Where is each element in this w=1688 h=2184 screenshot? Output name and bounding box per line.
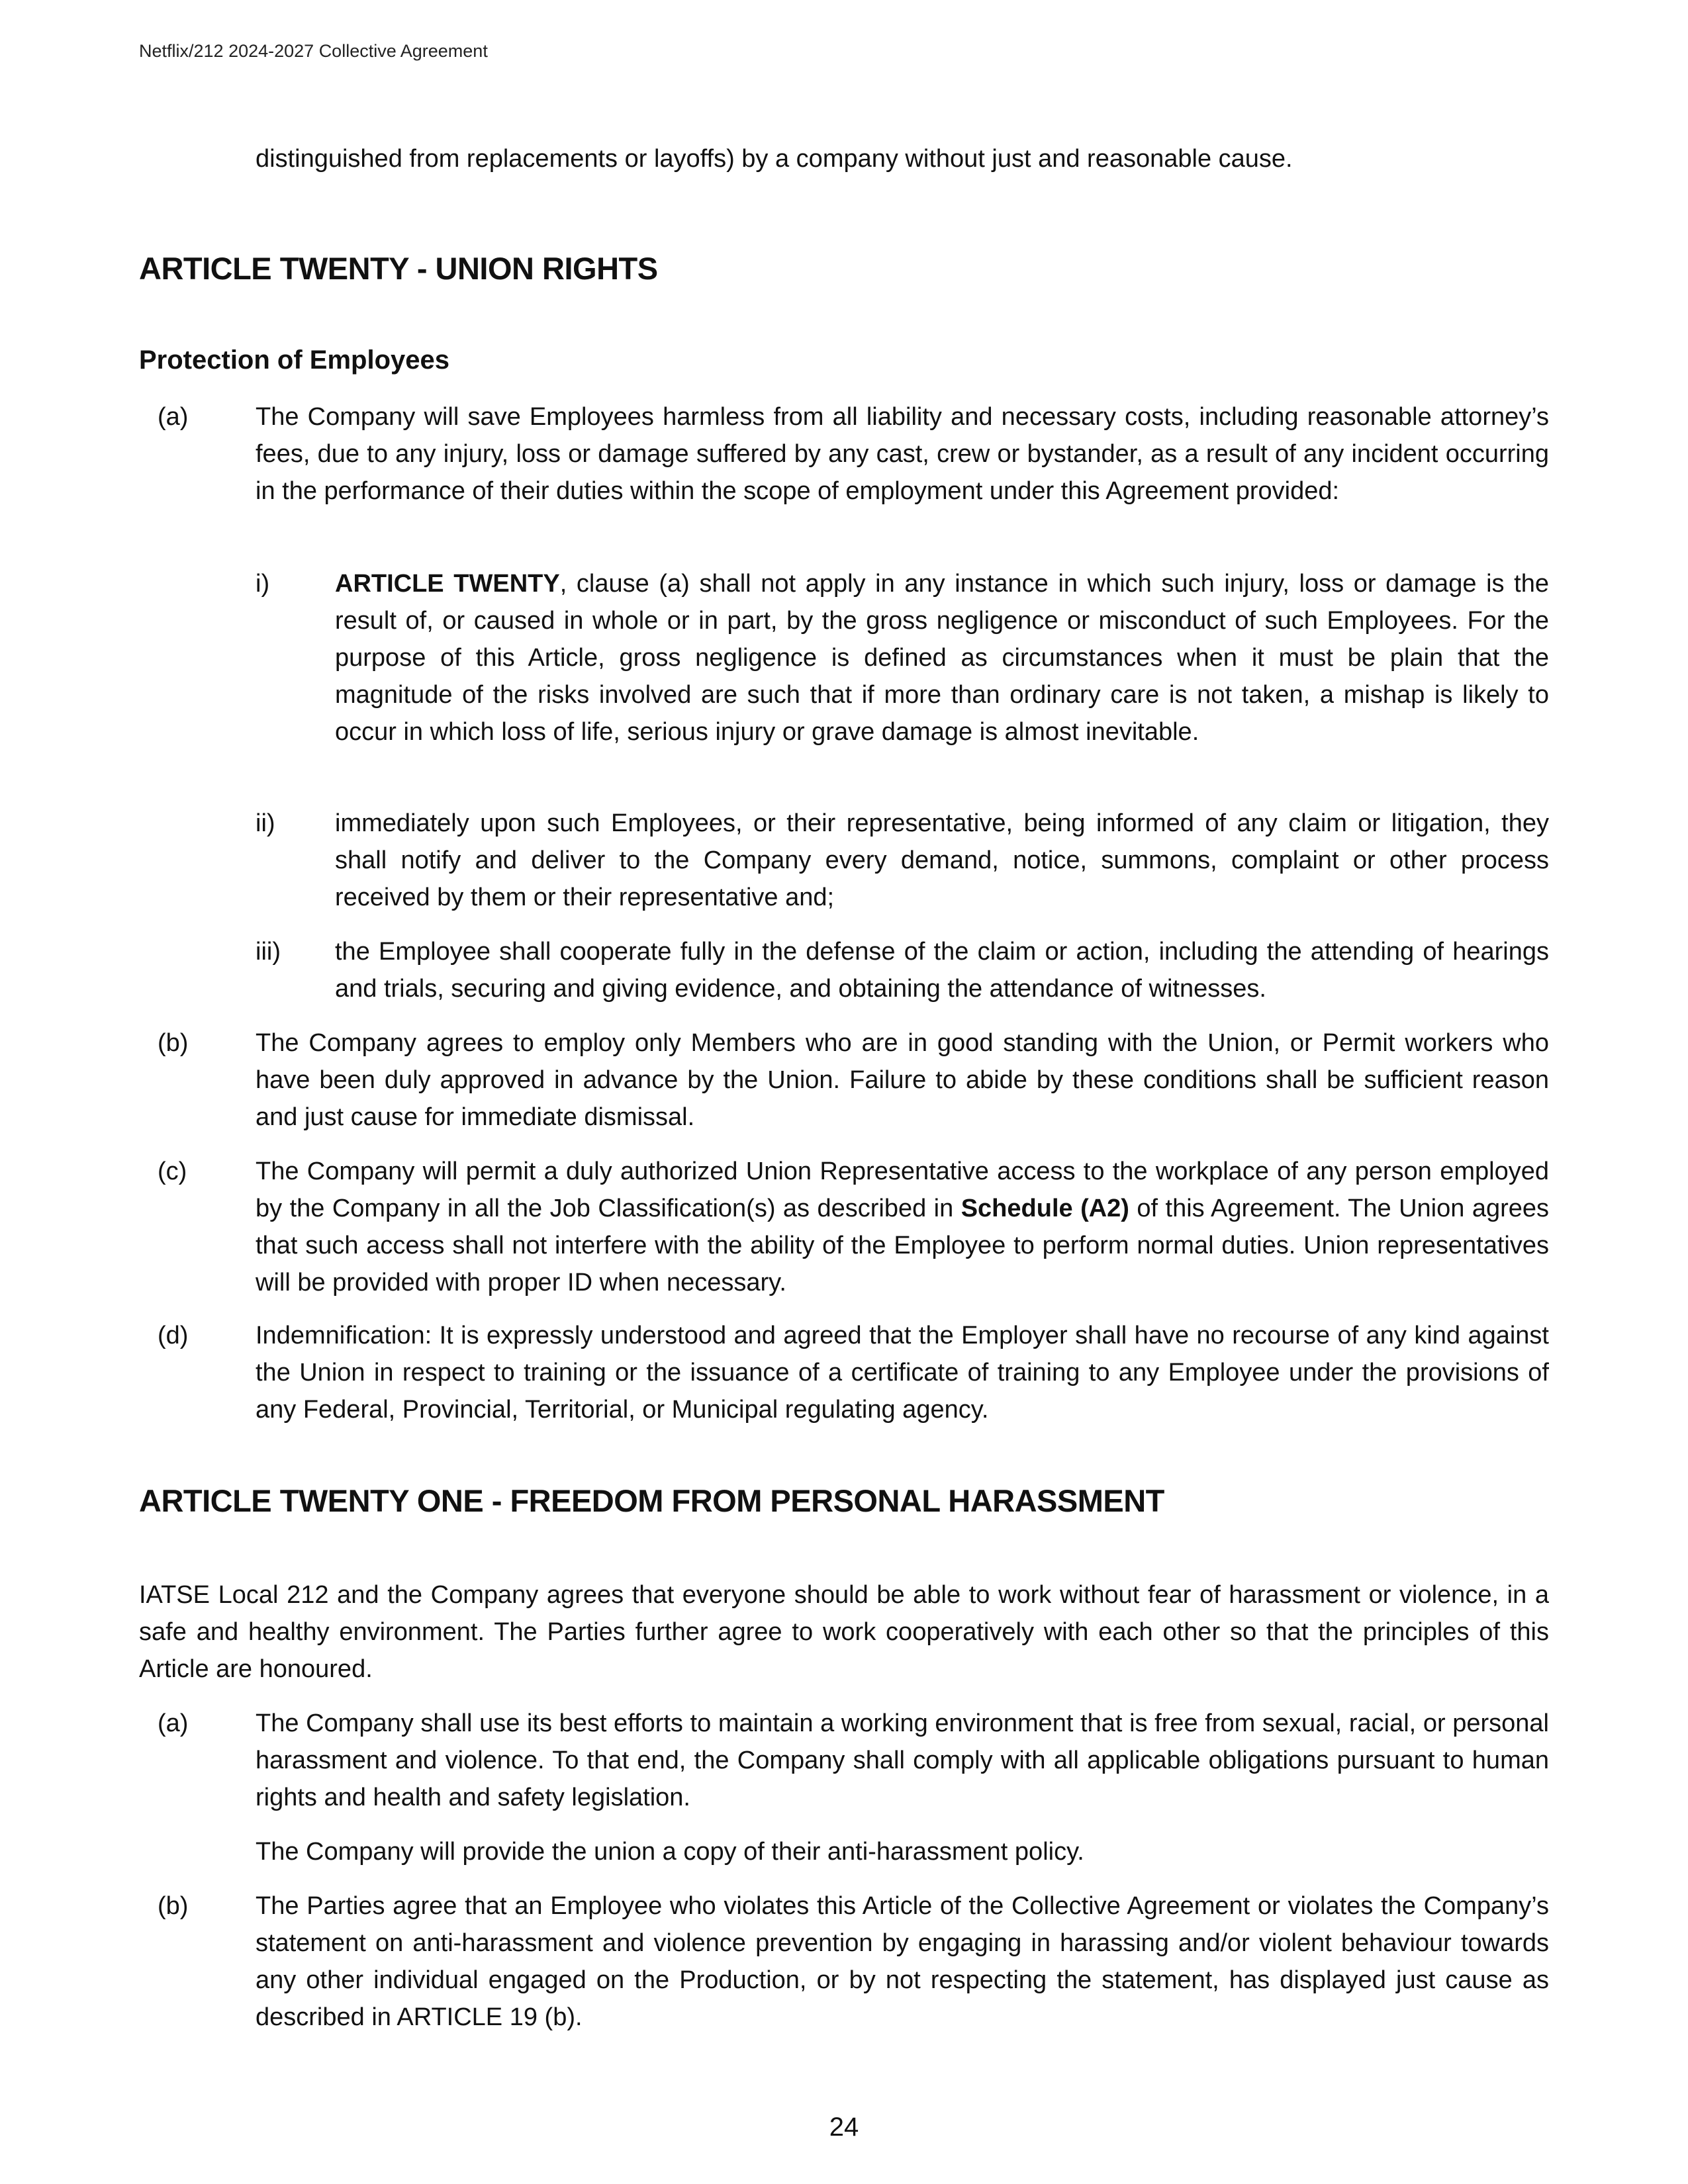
article-twenty-heading: ARTICLE TWENTY - UNION RIGHTS [139, 251, 658, 286]
article-twenty-one-clause-a-followup: The Company will provide the union a copy of their anti-harassment policy. [256, 1838, 1084, 1866]
subclause-text: immediately upon such Employees, or their representative, being informed of any claim or litigation, they shall notify and deliver to the Company every demand, notice, summons, complaint or other process received by them or their representative and; [335, 809, 1549, 911]
article-twenty-clause-d [139, 1317, 1549, 1428]
running-header: Netflix/212 2024-2027 Collective Agreement [139, 41, 488, 61]
clause-marker: (d) [158, 1322, 189, 1349]
clause-text-part: The Company will permit a duly authorized Union Representative access to the workplace of any person employed by the Company in all the Job Classification(s) as described in [256, 1158, 1549, 1222]
subclause-text [335, 565, 1549, 751]
subclause-marker: i) [256, 570, 270, 598]
clause-marker: (a) [158, 1709, 189, 1737]
subclause-body: , clause (a) shall not apply in any instance in which such injury, loss or damage is the result of, or caused in whole or in part, by the gross negligence or misconduct of such Employees. For the purpose of this Article, gross negligence is defined as circumstances when it must be plain that the magnitude of the risks involved are such that if more than ordinary care is not taken, a mishap is likely to occur in which loss of life, serious injury or grave damage is almost inevitable. [335, 570, 1549, 746]
page-number: 24 [829, 2113, 859, 2142]
clause-text: Indemnification: It is expressly understood and agreed that the Employer shall have no recourse of any kind against the Union in respect to training or the issuance of a certificate of training to any Employee under the provisions of any Federal, Provincial, Territorial, or Municipal regulating agency. [256, 1322, 1549, 1424]
article-twenty-subclause-iii [256, 933, 1549, 1007]
article-twenty-clause-b [139, 1024, 1549, 1136]
clause-marker: (b) [158, 1892, 189, 1920]
article-reference: ARTICLE TWENTY [335, 570, 560, 598]
subclause-marker: ii) [256, 809, 275, 837]
article-twenty-clause-a [139, 398, 1549, 510]
article-twenty-one-intro: IATSE Local 212 and the Company agrees that everyone should be able to work without fear of harassment or violence, in a safe and healthy environment. The Parties further agree to work cooperatively with each other so that the principles of this Article are honoured. [139, 1581, 1549, 1683]
subclause-marker: iii) [256, 938, 281, 966]
article-twenty-clause-c [139, 1153, 1549, 1301]
article-twenty-subclause-i [256, 565, 1549, 751]
clause-marker: (c) [158, 1158, 187, 1185]
continuation-text: distinguished from replacements or layoffs) by a company without just and reasonable cause. [256, 145, 1293, 173]
article-twenty-one-heading: ARTICLE TWENTY ONE - FREEDOM FROM PERSONAL HARASSMENT [139, 1483, 1164, 1518]
clause-text-part: of this Agreement. The Union agrees that such access shall not interfere with the ability of the Employee to perform normal duties. Union representatives will be provided with proper ID when necessary. [256, 1195, 1550, 1297]
article-twenty-one-clause-a [139, 1705, 1549, 1816]
clause-marker: (b) [158, 1029, 189, 1057]
clause-text: The Company agrees to employ only Members who are in good standing with the Union, or Permit workers who have been duly approved in advance by the Union. Failure to abide by these conditions shall be sufficient reason and just cause for immediate dismissal. [256, 1029, 1549, 1131]
subclause-text: the Employee shall cooperate fully in the defense of the claim or action, including the attending of hearings and trials, securing and giving evidence, and obtaining the attendance of witnesses. [335, 938, 1549, 1003]
clause-text [256, 1153, 1549, 1301]
clause-text: The Parties agree that an Employee who violates this Article of the Collective Agreement or violates the Company’s statement on anti-harassment and violence prevention by engaging in harassing and/or violent behaviour towards any other individual engaged on the Production, or by not respecting the statement, has displayed just cause as described in ARTICLE 19 (b). [256, 1892, 1549, 2031]
schedule-reference: Schedule (A2) [961, 1195, 1129, 1222]
clause-text: The Company shall use its best efforts to maintain a working environment that is free from sexual, racial, or personal harassment and violence. To that end, the Company shall comply with all applicable obligations pursuant to human rights and health and safety legislation. [256, 1709, 1549, 1811]
protection-of-employees-heading: Protection of Employees [139, 345, 449, 375]
clause-text: The Company will save Employees harmless from all liability and necessary costs, including reasonable attorney’s fees, due to any injury, loss or damage suffered by any cast, crew or bystander, as a result of any incident occurring in the performance of their duties within the scope of employment under this Agreement provided: [256, 403, 1549, 505]
article-twenty-subclause-ii [256, 805, 1549, 916]
article-twenty-one-clause-b [139, 1888, 1549, 2036]
clause-marker: (a) [158, 403, 189, 431]
